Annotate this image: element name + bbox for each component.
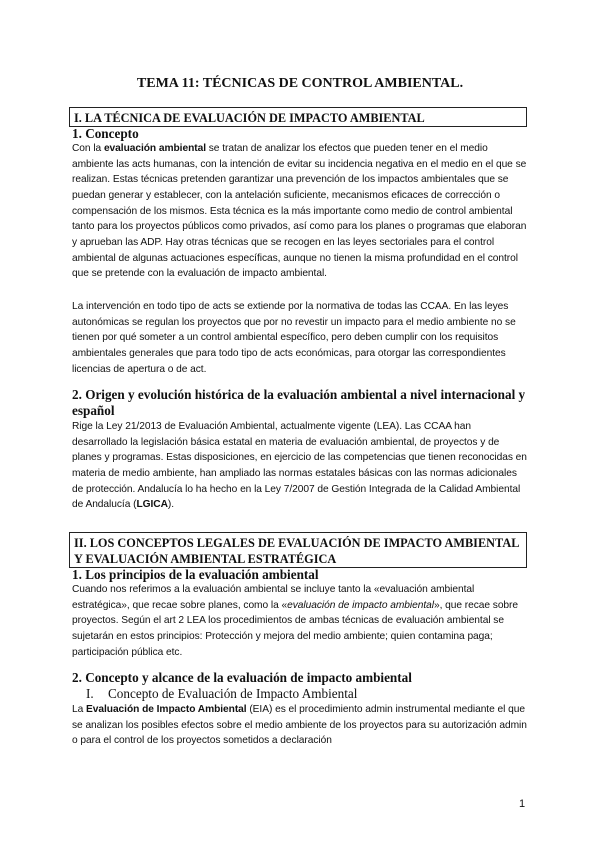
subsubheading-text: Concepto de Evaluación de Impacto Ambiental: [108, 686, 358, 701]
section-1-paragraph-3: [72, 419, 528, 513]
bold-term: LGICA: [136, 499, 168, 511]
text-run: se tratan de analizar los efectos que pueden tener en el medio ambiente las acts humanas, con la intención de evitar su incidencia negativa en el medio en el que se realizan. Estas técnicas pretenden garantizar una prevención de los impactos ambientales que se puedan generar y establecer, con la antelación suficiente, mecanismos eficaces de corrección o compensación de los mismos. Esta técnica es la más importante como medio de control ambiental tanto para los proyectos públicos como privados, así como para los planes o programas que elaboran y aprueban las ADP. Hay otras técnicas que se recogen en las leyes sectoriales para el control ambiental de algunas actuaciones específicas, aunque no tienen la misma profundidad en el control que se pretende con la evaluación de impacto ambiental.: [72, 143, 527, 280]
section-1-paragraph-2: La intervención en todo tipo de acts se extiende por la normativa de todas las CCAA. En las leyes autonómicas se regulan los proyectos que por no revestir un impacto para el medio ambiente no se tienen por qué someter a un control ambiental específico, pero deben cumplir con los requisitos ambientales generales que para todo tipo de acts económicas, para otorgar las correspondientes licencias de apertura o de act.: [72, 301, 516, 375]
text-run: La: [72, 704, 87, 715]
page-number: 1: [519, 798, 526, 810]
text-run: ).: [167, 499, 175, 511]
italic-term: evaluación de impacto ambiental: [287, 599, 434, 611]
section-2-paragraph-2: [72, 702, 528, 749]
text-run: Cuando nos referimos a la evaluación ambiental se incluye tanto la «evaluación ambiental estratégica», que recae sobre planes, como la «: [72, 584, 475, 611]
section-2-subheading-concepto-alcance: 2. Concepto y alcance de la evaluación de impacto ambiental: [72, 670, 412, 685]
section-1-paragraph-1: [72, 141, 528, 282]
bold-term: evaluación ambiental: [103, 143, 206, 154]
bold-term: Evaluación de Impacto Ambiental: [86, 704, 247, 715]
text-run: Con la: [72, 143, 104, 154]
text-run: Rige la Ley 21/2013 de Evaluación Ambiental, actualmente vigente (LEA). Las CCAA han desarrollado la legislación básica estatal en materia de evaluación ambiental, de proyectos y de planes y programas. Estas disposiciones, en ejercicio de las competencias que tienen reconocidas en materia de medio ambiente, han ampliado las normas estatales básicas con las normas adicionales de protección. Andalucía lo ha hecho en la Ley 7/2007 de Gestión Integrada de la Calidad Ambiental de Andalucía (: [72, 421, 527, 511]
section-2-subsubheading-concepto-eia: [86, 686, 526, 702]
section-2-heading-box: II. LOS CONCEPTOS LEGALES DE EVALUACIÓN DE IMPACTO AMBIENTAL Y EVALUACIÓN AMBIENTAL ESTRATÉGICA: [69, 532, 527, 568]
document-title: TEMA 11: TÉCNICAS DE CONTROL AMBIENTAL.: [136, 76, 464, 91]
section-1-subheading-concepto: 1. Concepto: [72, 126, 139, 141]
text-run: (EIA) es el procedimiento admin instrumental mediante el que se analizan los posibles efectos sobre el medio ambiente de los proyectos para su autorización admin o para el control de los proyectos sometidos a declaración: [72, 704, 527, 747]
section-1-heading-box: I. LA TÉCNICA DE EVALUACIÓN DE IMPACTO AMBIENTAL: [69, 107, 527, 127]
roman-numeral: I.: [86, 686, 94, 701]
section-2-subheading-principios: 1. Los principios de la evaluación ambiental: [72, 567, 319, 582]
section-1-subheading-origen: 2. Origen y evolución histórica de la evaluación ambiental a nivel internacional y español: [72, 387, 526, 418]
section-2-paragraph-1: [72, 582, 528, 660]
text-run: », que recae sobre proyectos. Según el art 2 LEA los procedimientos de ambas técnicas de evaluación ambiental se sujetarán en estos principios: Protección y mejora del medio ambiente; quien contamina paga; participación pública etc.: [72, 599, 519, 658]
